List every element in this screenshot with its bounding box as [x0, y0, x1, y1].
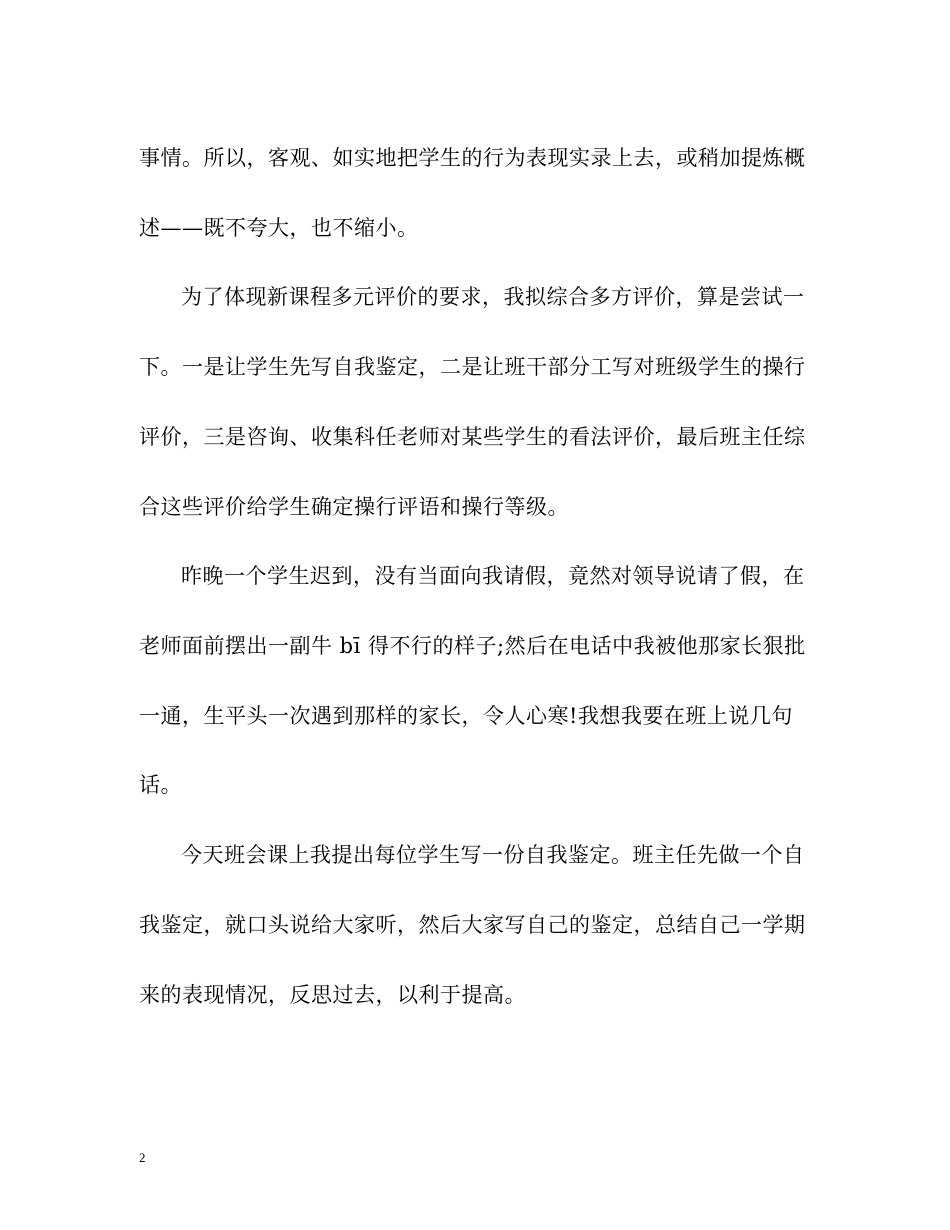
- text-line: 评价，三是咨询、收集科任老师对某些学生的看法评价，最后班主任综: [139, 425, 806, 449]
- text-line: 合这些评价给学生确定操行评语和操行等级。: [139, 495, 569, 519]
- text-line: 我鉴定，就口头说给大家听，然后大家写自己的鉴定，总结自己一学期: [139, 913, 806, 937]
- text-line: 下。一是让学生先写自我鉴定，二是让班干部分工写对班级学生的操行: [139, 355, 806, 379]
- text-line: 今天班会课上我提出每位学生写一份自我鉴定。班主任先做一个自: [181, 843, 805, 867]
- text-line: 为了体现新课程多元评价的要求，我拟综合多方评价，算是尝试一: [181, 285, 805, 309]
- text-line: 述——既不夸大，也不缩小。: [139, 216, 419, 240]
- page-number: 2: [139, 1150, 146, 1165]
- text-line: 昨晚一个学生迟到，没有当面向我请假，竟然对领导说请了假，在: [181, 564, 805, 588]
- text-line: 一通，生平头一次遇到那样的家长，令人心寒!我想我要在班上说几句: [139, 704, 793, 728]
- text-line: 话。: [139, 773, 182, 797]
- text-line: 来的表现情况，反思过去，以利于提高。: [139, 983, 526, 1007]
- text-line: 事情。所以，客观、如实地把学生的行为表现实录上去，或稍加提炼概: [139, 146, 806, 170]
- text-line: 老师面前摆出一副牛 bī 得不行的样子;然后在电话中我被他那家长狠批: [139, 634, 806, 658]
